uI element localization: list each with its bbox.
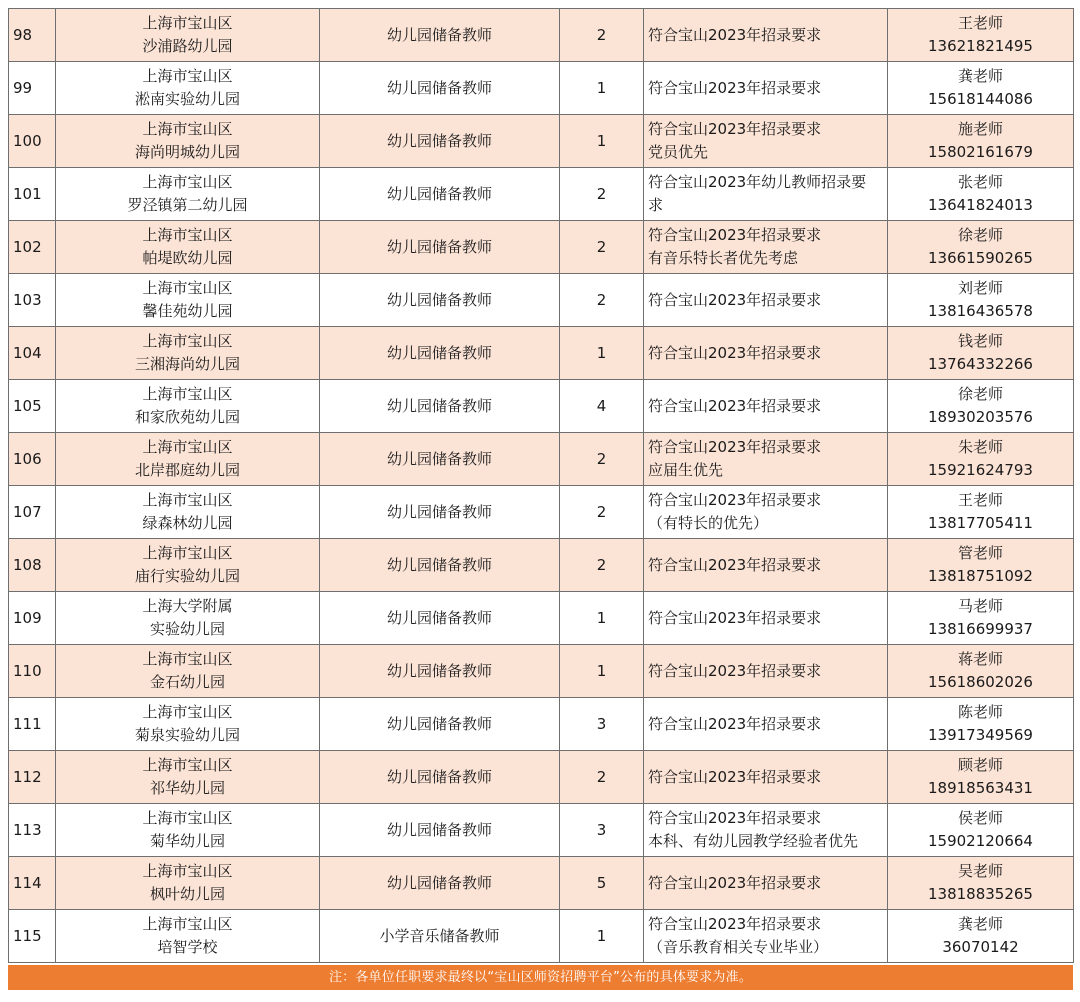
table-row xyxy=(9,645,1074,698)
table-row xyxy=(9,221,1074,274)
table-row xyxy=(9,539,1074,592)
unit-name-line: 和家欣苑幼儿园 xyxy=(134,408,240,426)
headcount-cell xyxy=(560,539,644,592)
unit-name-line: 上海市宝山区 xyxy=(142,14,233,32)
headcount: 5 xyxy=(596,873,607,892)
row-number: 99 xyxy=(13,78,33,97)
post-title: 幼儿园储备教师 xyxy=(386,873,492,892)
contact-cell xyxy=(888,433,1074,486)
post-cell xyxy=(320,751,560,804)
headcount-cell xyxy=(560,168,644,221)
recruitment-table xyxy=(8,8,1074,963)
unit-name-line: 菊华幼儿园 xyxy=(149,832,225,850)
contact-phone: 13641824013 xyxy=(928,196,1033,214)
row-number: 105 xyxy=(13,396,42,415)
requirement-cell xyxy=(644,168,888,221)
unit-cell xyxy=(56,274,320,327)
contact-phone: 13621821495 xyxy=(928,37,1033,55)
contact-name: 徐老师 xyxy=(957,385,1003,403)
requirement-line: 符合宝山2023年招录要求 xyxy=(648,290,822,309)
contact-phone: 15618144086 xyxy=(928,90,1033,108)
headcount: 2 xyxy=(596,184,607,203)
row-number-cell xyxy=(9,751,56,804)
requirement-cell xyxy=(644,221,888,274)
requirement-line: 符合宝山2023年招录要求 xyxy=(648,873,822,892)
requirement-line: 符合宝山2023年招录要求 xyxy=(648,661,822,680)
post-cell xyxy=(320,645,560,698)
row-number-cell xyxy=(9,221,56,274)
requirement-cell xyxy=(644,380,888,433)
unit-cell xyxy=(56,698,320,751)
unit-name-line: 上海市宝山区 xyxy=(142,915,233,933)
headcount-cell xyxy=(560,698,644,751)
row-number-cell xyxy=(9,168,56,221)
headcount-cell xyxy=(560,327,644,380)
requirement-line: 本科、有幼儿园教学经验者优先 xyxy=(648,832,859,850)
headcount: 1 xyxy=(596,343,607,362)
footer-note: 注：各单位任职要求最终以“宝山区师资招聘平台”公布的具体要求为准。 xyxy=(8,965,1073,990)
post-cell xyxy=(320,274,560,327)
headcount-cell xyxy=(560,857,644,910)
row-number: 101 xyxy=(13,184,42,203)
unit-name-line: 帕堤欧幼儿园 xyxy=(142,249,233,267)
contact-cell xyxy=(888,221,1074,274)
headcount-cell xyxy=(560,592,644,645)
requirement-line: 符合宝山2023年招录要求 xyxy=(648,226,822,244)
contact-cell xyxy=(888,168,1074,221)
contact-name: 施老师 xyxy=(957,120,1003,138)
contact-phone: 15802161679 xyxy=(928,143,1033,161)
headcount-cell xyxy=(560,62,644,115)
unit-name-line: 培智学校 xyxy=(157,938,218,956)
contact-name: 蒋老师 xyxy=(957,650,1003,668)
unit-cell xyxy=(56,804,320,857)
contact-name: 张老师 xyxy=(957,173,1003,191)
contact-cell xyxy=(888,592,1074,645)
post-cell xyxy=(320,804,560,857)
contact-name: 龚老师 xyxy=(957,915,1003,933)
contact-name: 吴老师 xyxy=(957,862,1003,880)
unit-name-line: 上海市宝山区 xyxy=(142,438,233,456)
contact-phone: 13816436578 xyxy=(928,302,1033,320)
requirement-line: 符合宝山2023年招录要求 xyxy=(648,555,822,574)
contact-cell xyxy=(888,539,1074,592)
requirement-line: 符合宝山2023年招录要求 xyxy=(648,491,822,509)
contact-name: 王老师 xyxy=(957,14,1003,32)
contact-cell xyxy=(888,327,1074,380)
unit-cell xyxy=(56,168,320,221)
contact-cell xyxy=(888,910,1074,963)
post-title: 幼儿园储备教师 xyxy=(386,78,492,97)
unit-name-line: 馨佳苑幼儿园 xyxy=(142,302,233,320)
post-title: 幼儿园储备教师 xyxy=(386,555,492,574)
table-body xyxy=(9,9,1074,963)
post-title: 幼儿园储备教师 xyxy=(386,767,492,786)
requirement-cell xyxy=(644,857,888,910)
headcount: 4 xyxy=(596,396,607,415)
requirement-line: 符合宝山2023年招录要求 xyxy=(648,915,822,933)
requirement-line: 符合宝山2023年招录要求 xyxy=(648,809,822,827)
requirement-cell xyxy=(644,433,888,486)
table-row xyxy=(9,168,1074,221)
post-cell xyxy=(320,486,560,539)
requirement-cell xyxy=(644,698,888,751)
requirement-line: 符合宝山2023年招录要求 xyxy=(648,120,822,138)
row-number: 111 xyxy=(13,714,42,733)
post-cell xyxy=(320,62,560,115)
headcount: 2 xyxy=(596,290,607,309)
headcount: 2 xyxy=(596,555,607,574)
table-row xyxy=(9,327,1074,380)
row-number: 115 xyxy=(13,926,42,945)
table-row xyxy=(9,751,1074,804)
unit-name-line: 三湘海尚幼儿园 xyxy=(134,355,240,373)
unit-name-line: 淞南实验幼儿园 xyxy=(134,90,240,108)
requirement-line: （音乐教育相关专业毕业） xyxy=(648,938,829,956)
contact-name: 朱老师 xyxy=(957,438,1003,456)
requirement-line: 党员优先 xyxy=(648,143,709,161)
contact-cell xyxy=(888,274,1074,327)
unit-cell xyxy=(56,62,320,115)
requirement-cell xyxy=(644,645,888,698)
requirement-cell xyxy=(644,327,888,380)
row-number-cell xyxy=(9,9,56,62)
row-number: 109 xyxy=(13,608,42,627)
requirement-line: 符合宝山2023年招录要求 xyxy=(648,767,822,786)
table-row xyxy=(9,698,1074,751)
row-number: 108 xyxy=(13,555,42,574)
row-number-cell xyxy=(9,592,56,645)
requirement-line: 符合宝山2023年招录要求 xyxy=(648,438,822,456)
headcount-cell xyxy=(560,433,644,486)
row-number: 104 xyxy=(13,343,42,362)
row-number: 114 xyxy=(13,873,42,892)
unit-name-line: 上海市宝山区 xyxy=(142,862,233,880)
unit-name-line: 上海市宝山区 xyxy=(142,544,233,562)
requirement-line: 符合宝山2023年招录要求 xyxy=(648,25,822,44)
row-number-cell xyxy=(9,380,56,433)
unit-name-line: 上海市宝山区 xyxy=(142,332,233,350)
headcount: 3 xyxy=(596,820,607,839)
post-title: 幼儿园储备教师 xyxy=(386,343,492,362)
unit-cell xyxy=(56,115,320,168)
contact-name: 龚老师 xyxy=(957,67,1003,85)
requirement-line: 应届生优先 xyxy=(648,461,724,479)
unit-name-line: 上海市宝山区 xyxy=(142,385,233,403)
contact-cell xyxy=(888,804,1074,857)
table-row xyxy=(9,433,1074,486)
unit-name-line: 北岸郡庭幼儿园 xyxy=(134,461,240,479)
unit-cell xyxy=(56,592,320,645)
row-number-cell xyxy=(9,539,56,592)
headcount-cell xyxy=(560,380,644,433)
unit-name-line: 上海市宝山区 xyxy=(142,173,233,191)
unit-cell xyxy=(56,645,320,698)
table-row xyxy=(9,9,1074,62)
contact-name: 陈老师 xyxy=(957,703,1003,721)
row-number-cell xyxy=(9,857,56,910)
row-number: 110 xyxy=(13,661,42,680)
unit-name-line: 上海市宝山区 xyxy=(142,756,233,774)
post-cell xyxy=(320,380,560,433)
headcount: 1 xyxy=(596,131,607,150)
unit-name-line: 海尚明城幼儿园 xyxy=(134,143,240,161)
headcount-cell xyxy=(560,9,644,62)
unit-name-line: 上海市宝山区 xyxy=(142,809,233,827)
unit-cell xyxy=(56,910,320,963)
contact-phone: 13818751092 xyxy=(928,567,1033,585)
contact-cell xyxy=(888,9,1074,62)
post-title: 小学音乐储备教师 xyxy=(379,926,500,945)
unit-cell xyxy=(56,539,320,592)
unit-cell xyxy=(56,751,320,804)
post-cell xyxy=(320,327,560,380)
table-row xyxy=(9,486,1074,539)
contact-name: 徐老师 xyxy=(957,226,1003,244)
headcount: 1 xyxy=(596,608,607,627)
row-number: 98 xyxy=(13,25,33,44)
contact-phone: 13661590265 xyxy=(928,249,1033,267)
row-number-cell xyxy=(9,698,56,751)
contact-name: 刘老师 xyxy=(957,279,1003,297)
headcount-cell xyxy=(560,645,644,698)
contact-phone: 36070142 xyxy=(942,938,1019,956)
row-number: 106 xyxy=(13,449,42,468)
requirement-line: 符合宝山2023年招录要求 xyxy=(648,343,822,362)
requirement-cell xyxy=(644,592,888,645)
requirement-cell xyxy=(644,115,888,168)
contact-phone: 13917349569 xyxy=(928,726,1033,744)
unit-name-line: 上海大学附属 xyxy=(142,597,233,615)
contact-cell xyxy=(888,380,1074,433)
table-row xyxy=(9,910,1074,963)
table-row xyxy=(9,857,1074,910)
post-title: 幼儿园储备教师 xyxy=(386,25,492,44)
row-number-cell xyxy=(9,274,56,327)
post-cell xyxy=(320,9,560,62)
unit-name-line: 上海市宝山区 xyxy=(142,491,233,509)
contact-cell xyxy=(888,698,1074,751)
requirement-line: 求 xyxy=(648,196,664,214)
contact-phone: 13764332266 xyxy=(928,355,1033,373)
contact-cell xyxy=(888,857,1074,910)
unit-cell xyxy=(56,221,320,274)
requirement-line: （有特长的优先） xyxy=(648,514,769,532)
row-number: 100 xyxy=(13,131,42,150)
contact-name: 管老师 xyxy=(957,544,1003,562)
unit-cell xyxy=(56,380,320,433)
post-title: 幼儿园储备教师 xyxy=(386,396,492,415)
row-number: 102 xyxy=(13,237,42,256)
row-number: 113 xyxy=(13,820,42,839)
contact-phone: 13816699937 xyxy=(928,620,1033,638)
table-row xyxy=(9,115,1074,168)
unit-name-line: 实验幼儿园 xyxy=(149,620,225,638)
requirement-cell xyxy=(644,804,888,857)
post-title: 幼儿园储备教师 xyxy=(386,502,492,521)
unit-name-line: 上海市宝山区 xyxy=(142,703,233,721)
requirement-cell xyxy=(644,910,888,963)
requirement-line: 符合宝山2023年招录要求 xyxy=(648,78,822,97)
row-number-cell xyxy=(9,645,56,698)
table-row xyxy=(9,274,1074,327)
contact-phone: 18930203576 xyxy=(928,408,1033,426)
post-cell xyxy=(320,221,560,274)
headcount: 2 xyxy=(596,502,607,521)
requirement-line: 有音乐特长者优先考虑 xyxy=(648,249,799,267)
post-cell xyxy=(320,539,560,592)
post-title: 幼儿园储备教师 xyxy=(386,661,492,680)
post-title: 幼儿园储备教师 xyxy=(386,237,492,256)
table-row xyxy=(9,380,1074,433)
unit-name-line: 上海市宝山区 xyxy=(142,67,233,85)
row-number-cell xyxy=(9,910,56,963)
unit-name-line: 枫叶幼儿园 xyxy=(149,885,225,903)
contact-name: 王老师 xyxy=(957,491,1003,509)
contact-name: 侯老师 xyxy=(957,809,1003,827)
unit-name-line: 绿森林幼儿园 xyxy=(142,514,233,532)
headcount-cell xyxy=(560,274,644,327)
row-number: 107 xyxy=(13,502,42,521)
unit-name-line: 菊泉实验幼儿园 xyxy=(134,726,240,744)
row-number-cell xyxy=(9,486,56,539)
post-title: 幼儿园储备教师 xyxy=(386,608,492,627)
requirement-line: 符合宝山2023年招录要求 xyxy=(648,608,822,627)
post-title: 幼儿园储备教师 xyxy=(386,184,492,203)
unit-name-line: 祁华幼儿园 xyxy=(149,779,225,797)
headcount-cell xyxy=(560,804,644,857)
headcount-cell xyxy=(560,221,644,274)
unit-cell xyxy=(56,486,320,539)
table-row xyxy=(9,592,1074,645)
unit-name-line: 金石幼儿园 xyxy=(149,673,225,691)
post-cell xyxy=(320,433,560,486)
contact-name: 钱老师 xyxy=(957,332,1003,350)
post-title: 幼儿园储备教师 xyxy=(386,449,492,468)
headcount: 1 xyxy=(596,661,607,680)
requirement-line: 符合宝山2023年幼儿教师招录要 xyxy=(648,173,867,191)
post-cell xyxy=(320,168,560,221)
contact-phone: 18918563431 xyxy=(928,779,1033,797)
requirement-cell xyxy=(644,486,888,539)
headcount: 3 xyxy=(596,714,607,733)
row-number-cell xyxy=(9,327,56,380)
unit-name-line: 上海市宝山区 xyxy=(142,650,233,668)
headcount-cell xyxy=(560,751,644,804)
unit-name-line: 上海市宝山区 xyxy=(142,226,233,244)
requirement-cell xyxy=(644,274,888,327)
contact-phone: 13818835265 xyxy=(928,885,1033,903)
contact-name: 马老师 xyxy=(957,597,1003,615)
unit-name-line: 沙浦路幼儿园 xyxy=(142,37,233,55)
contact-phone: 15618602026 xyxy=(928,673,1033,691)
contact-phone: 15902120664 xyxy=(928,832,1033,850)
requirement-cell xyxy=(644,751,888,804)
row-number-cell xyxy=(9,433,56,486)
requirement-cell xyxy=(644,62,888,115)
row-number-cell xyxy=(9,62,56,115)
unit-cell xyxy=(56,857,320,910)
contact-cell xyxy=(888,486,1074,539)
table-row xyxy=(9,62,1074,115)
contact-name: 顾老师 xyxy=(957,756,1003,774)
headcount: 2 xyxy=(596,237,607,256)
row-number-cell xyxy=(9,804,56,857)
unit-cell xyxy=(56,327,320,380)
requirement-line: 符合宝山2023年招录要求 xyxy=(648,714,822,733)
contact-cell xyxy=(888,751,1074,804)
unit-name-line: 庙行实验幼儿园 xyxy=(134,567,240,585)
row-number: 103 xyxy=(13,290,42,309)
requirement-cell xyxy=(644,539,888,592)
headcount-cell xyxy=(560,115,644,168)
headcount: 2 xyxy=(596,25,607,44)
headcount: 2 xyxy=(596,449,607,468)
headcount-cell xyxy=(560,486,644,539)
post-cell xyxy=(320,115,560,168)
post-cell xyxy=(320,857,560,910)
post-cell xyxy=(320,592,560,645)
unit-name-line: 罗泾镇第二幼儿园 xyxy=(127,196,248,214)
row-number: 112 xyxy=(13,767,42,786)
headcount: 1 xyxy=(596,926,607,945)
headcount: 2 xyxy=(596,767,607,786)
contact-cell xyxy=(888,645,1074,698)
post-title: 幼儿园储备教师 xyxy=(386,714,492,733)
headcount: 1 xyxy=(596,78,607,97)
unit-name-line: 上海市宝山区 xyxy=(142,279,233,297)
contact-phone: 13817705411 xyxy=(928,514,1033,532)
post-title: 幼儿园储备教师 xyxy=(386,290,492,309)
unit-name-line: 上海市宝山区 xyxy=(142,120,233,138)
contact-phone: 15921624793 xyxy=(928,461,1033,479)
contact-cell xyxy=(888,115,1074,168)
post-cell xyxy=(320,910,560,963)
contact-cell xyxy=(888,62,1074,115)
unit-cell xyxy=(56,9,320,62)
row-number-cell xyxy=(9,115,56,168)
requirement-cell xyxy=(644,9,888,62)
post-cell xyxy=(320,698,560,751)
table-row xyxy=(9,804,1074,857)
requirement-line: 符合宝山2023年招录要求 xyxy=(648,396,822,415)
unit-cell xyxy=(56,433,320,486)
post-title: 幼儿园储备教师 xyxy=(386,820,492,839)
headcount-cell xyxy=(560,910,644,963)
post-title: 幼儿园储备教师 xyxy=(386,131,492,150)
